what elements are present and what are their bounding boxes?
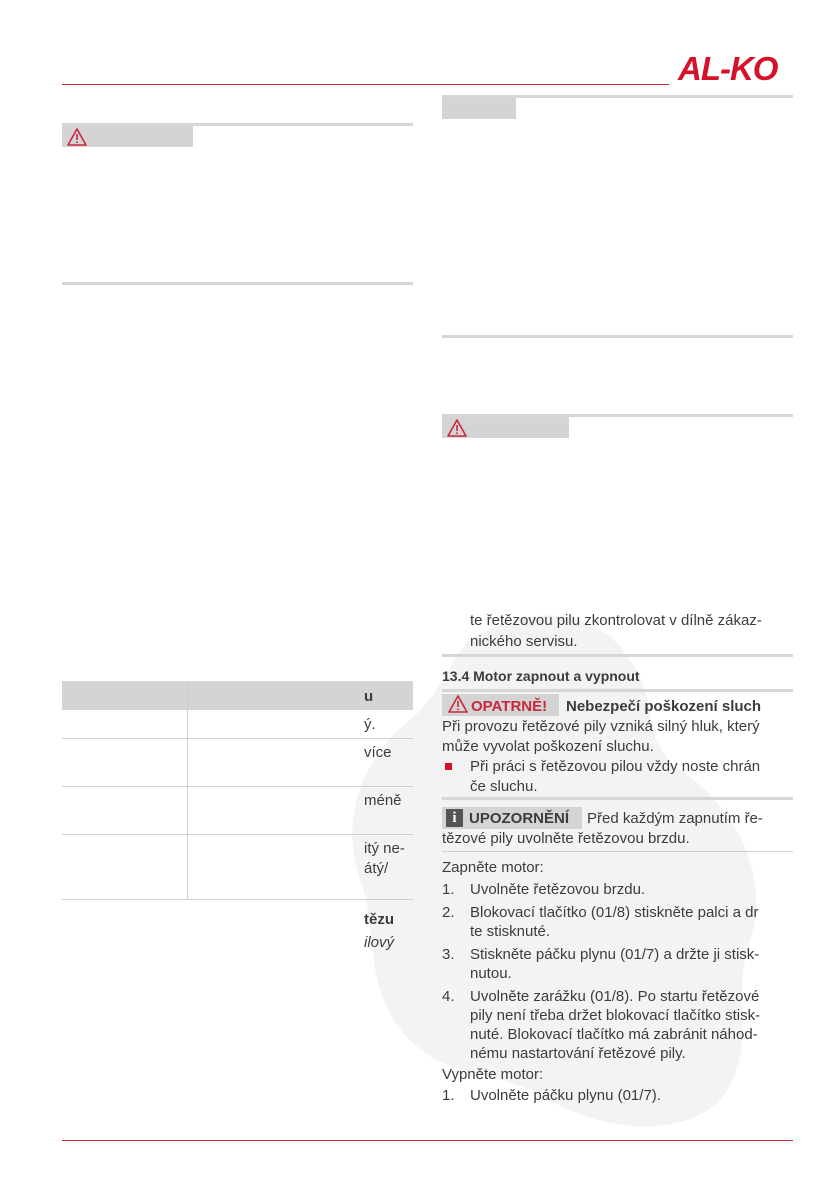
table-row-rule [62,738,413,739]
table-cell: více [364,744,392,761]
table-header-fragment: u [364,688,374,705]
step-text: Uvolněte řetězovou brzdu. [470,881,646,898]
stop-intro: Vypněte motor: [442,1066,544,1083]
table-header [62,681,413,710]
step-text: Uvolněte zarážku (01/8). Po startu řetězové [470,988,760,1005]
table-cell: itý ne- [364,840,405,857]
step-number: 1. [442,1087,455,1104]
left-fragment: ilový [364,934,395,951]
step-text: Stiskněte páčku plynu (01/7) a držte ji stisk- [470,946,760,963]
table-cell: átý/ [364,860,389,877]
step-text: nému nastartování řetězové pily. [470,1045,686,1062]
caution-bullet: če sluchu. [470,778,538,795]
start-intro: Zapněte motor: [442,859,544,876]
left-section-rule-2 [62,282,413,285]
table-row-rule [62,899,413,900]
table-cell: ý. [364,716,376,733]
caution-label: OPATRNĚ! [471,698,548,715]
caution-text: Při provozu řetězové pily vzniká silný hluk, který [442,718,760,735]
section-rule [442,851,793,852]
warning-icon [447,419,467,437]
step-text: nuté. Blokovací tlačítko má zabránit náhod- [470,1026,758,1043]
section-rule [442,797,793,800]
left-fragment: tězu [364,911,394,928]
table-row-rule [62,786,413,787]
notice-text: Před každým zapnutím ře- [587,810,763,827]
step-text: pily není třeba držet blokovací tlačítko stisk- [470,1007,761,1024]
section-rule [442,654,793,657]
warning-icon [67,128,87,146]
step-number: 1. [442,881,455,898]
info-icon: i [446,809,463,827]
footer-rule [62,1140,793,1141]
header-rule [62,84,669,85]
section-rule [442,689,793,692]
warning-icon [448,695,468,713]
brand-logo: AL-KO [678,50,778,87]
step-number: 3. [442,946,455,963]
caution-heading: Nebezpečí poškození sluch [566,698,762,715]
continued-text: te řetězovou pilu zkontrolovat v dílně zákaz- [470,612,762,629]
step-text: nutou. [470,965,512,982]
step-text: Blokovací tlačítko (01/8) stiskněte palci a dr [470,904,759,921]
caution-bullet: Při práci s řetězovou pilou vždy noste chrán [470,758,761,775]
notice-text: tězové pily uvolněte řetězovou brzdu. [442,830,690,847]
section-title: 13.4 Motor zapnout a vypnout [442,668,640,684]
step-number: 4. [442,988,455,1005]
notice-label: UPOZORNĚNÍ [469,810,570,827]
step-number: 2. [442,904,455,921]
step-text: Uvolněte páčku plynu (01/7). [470,1087,661,1104]
right-tag-1 [442,98,516,119]
bullet-marker [445,763,452,770]
table-divider [187,681,188,900]
right-section-rule-2 [442,335,793,338]
continued-text: nického servisu. [470,633,578,650]
table-cell: méně [364,792,402,809]
caution-text: může vyvolat poškození sluchu. [442,738,654,755]
table-row-rule [62,834,413,835]
step-text: te stisknuté. [470,923,551,940]
